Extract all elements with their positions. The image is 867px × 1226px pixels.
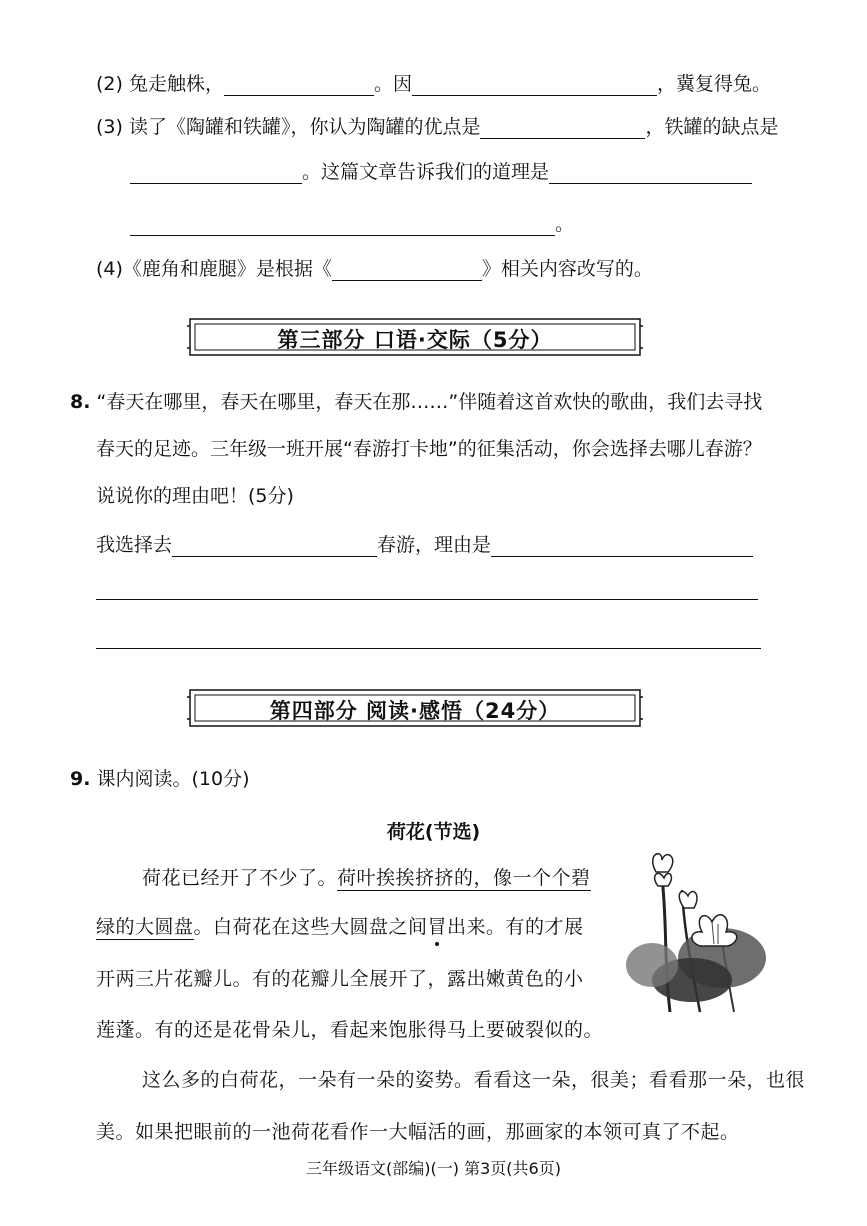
passage-p2-line2 <box>96 1120 740 1144</box>
q7-part4-label: (4)《鹿角和鹿腿》是根据《 <box>96 258 332 280</box>
q7-part2-label: (2) 兔走触株， <box>96 73 224 95</box>
q8-number: 8. <box>70 391 91 413</box>
lotus-illustration-icon <box>622 850 772 1015</box>
q7-part3-blank-4[interactable] <box>130 215 555 236</box>
passage-title: 荷花(节选) <box>386 821 481 843</box>
page-footer: 三年级语文(部编)(一) 第3页(共6页) <box>306 1159 561 1178</box>
q7-part3-end: 。 <box>555 213 575 235</box>
passage-p1-line4 <box>96 1018 603 1042</box>
passage-text: 开两三片花瓣儿。有的花瓣儿全展开了，露出嫩黄色的小 <box>96 968 584 990</box>
q8-place-blank[interactable] <box>172 536 377 557</box>
section4-banner <box>187 687 643 729</box>
q7-part3-line2 <box>130 160 752 184</box>
section3-banner <box>187 316 643 358</box>
passage-p1-line1 <box>142 866 591 890</box>
passage-text: 美。如果把眼前的一池荷花看作一大幅活的画，那画家的本领可真了不起。 <box>96 1121 740 1143</box>
q9-heading <box>70 767 250 791</box>
q7-part2-end: ，冀复得兔。 <box>656 73 771 95</box>
q7-part3-line2-text: 。这篇文章告诉我们的道理是 <box>302 161 550 183</box>
passage-p1-line3 <box>96 967 584 991</box>
passage-text: 莲蓬。有的还是花骨朵儿，看起来饱胀得马上要破裂似的。 <box>96 1019 604 1041</box>
q8-line2 <box>96 437 762 461</box>
q8-text-line2: 春天的足迹。三年级一班开展“春游打卡地”的征集活动，你会选择去哪儿春游？ <box>96 438 762 460</box>
q8-line1 <box>70 390 762 414</box>
q8-answer-blank-2[interactable] <box>96 599 758 600</box>
q7-part3-mid: ，铁罐的缺点是 <box>645 116 779 138</box>
q7-part2-blank-2[interactable] <box>412 75 657 96</box>
q9-number: 9. <box>70 768 91 790</box>
passage-p2-line1 <box>142 1068 805 1092</box>
section4-title: 第四部分 阅读·感悟（24分） <box>269 699 561 723</box>
q8-text-line1: “春天在哪里，春天在哪里，春天在那……”伴随着这首欢快的歌曲，我们去寻找 <box>96 391 763 413</box>
q8-line3 <box>96 484 294 508</box>
passage-dotted-char: 冒 <box>427 916 448 938</box>
q7-part3-blank-3[interactable] <box>549 163 752 184</box>
passage-text: 。白荷花在这些大圆盘之间 <box>193 916 428 938</box>
q7-part2-blank-1[interactable] <box>224 75 374 96</box>
q7-part3-label: (3) 读了《陶罐和铁罐》，你认为陶罐的优点是 <box>96 116 481 138</box>
q8-answer-mid: 春游，理由是 <box>377 534 492 556</box>
q8-reason-blank[interactable] <box>491 536 753 557</box>
section3-title: 第三部分 口语·交际（5分） <box>277 328 553 352</box>
passage-p1-line2 <box>96 915 584 939</box>
q7-part4 <box>96 257 653 281</box>
q8-answer-blank-3[interactable] <box>96 648 761 649</box>
q7-part4-blank[interactable] <box>332 260 482 281</box>
q7-part3-blank-2[interactable] <box>130 163 302 184</box>
q7-part3 <box>96 115 778 139</box>
q7-part4-end: 》相关内容改写的。 <box>481 258 653 280</box>
q7-part3-line3 <box>130 212 574 236</box>
passage-underlined-text: 荷叶挨挨挤挤的，像一个个碧 <box>337 867 591 889</box>
q7-part3-blank-1[interactable] <box>480 118 645 139</box>
passage-text: 出来。有的才展 <box>447 916 584 938</box>
q9-text: 课内阅读。(10分) <box>96 768 250 790</box>
q8-answer-line <box>96 533 753 557</box>
q7-part2-mid: 。因 <box>373 73 412 95</box>
passage-text: 这么多的白荷花，一朵有一朵的姿势。看看这一朵，很美；看看那一朵，也很 <box>142 1069 806 1091</box>
passage-underlined-text: 绿的大圆盘 <box>96 916 194 938</box>
q8-answer-prefix: 我选择去 <box>96 534 173 556</box>
q8-text-line3: 说说你的理由吧！(5分) <box>96 485 294 507</box>
passage-text: 荷花已经开了不少了。 <box>142 867 338 889</box>
q7-part2 <box>96 72 771 96</box>
